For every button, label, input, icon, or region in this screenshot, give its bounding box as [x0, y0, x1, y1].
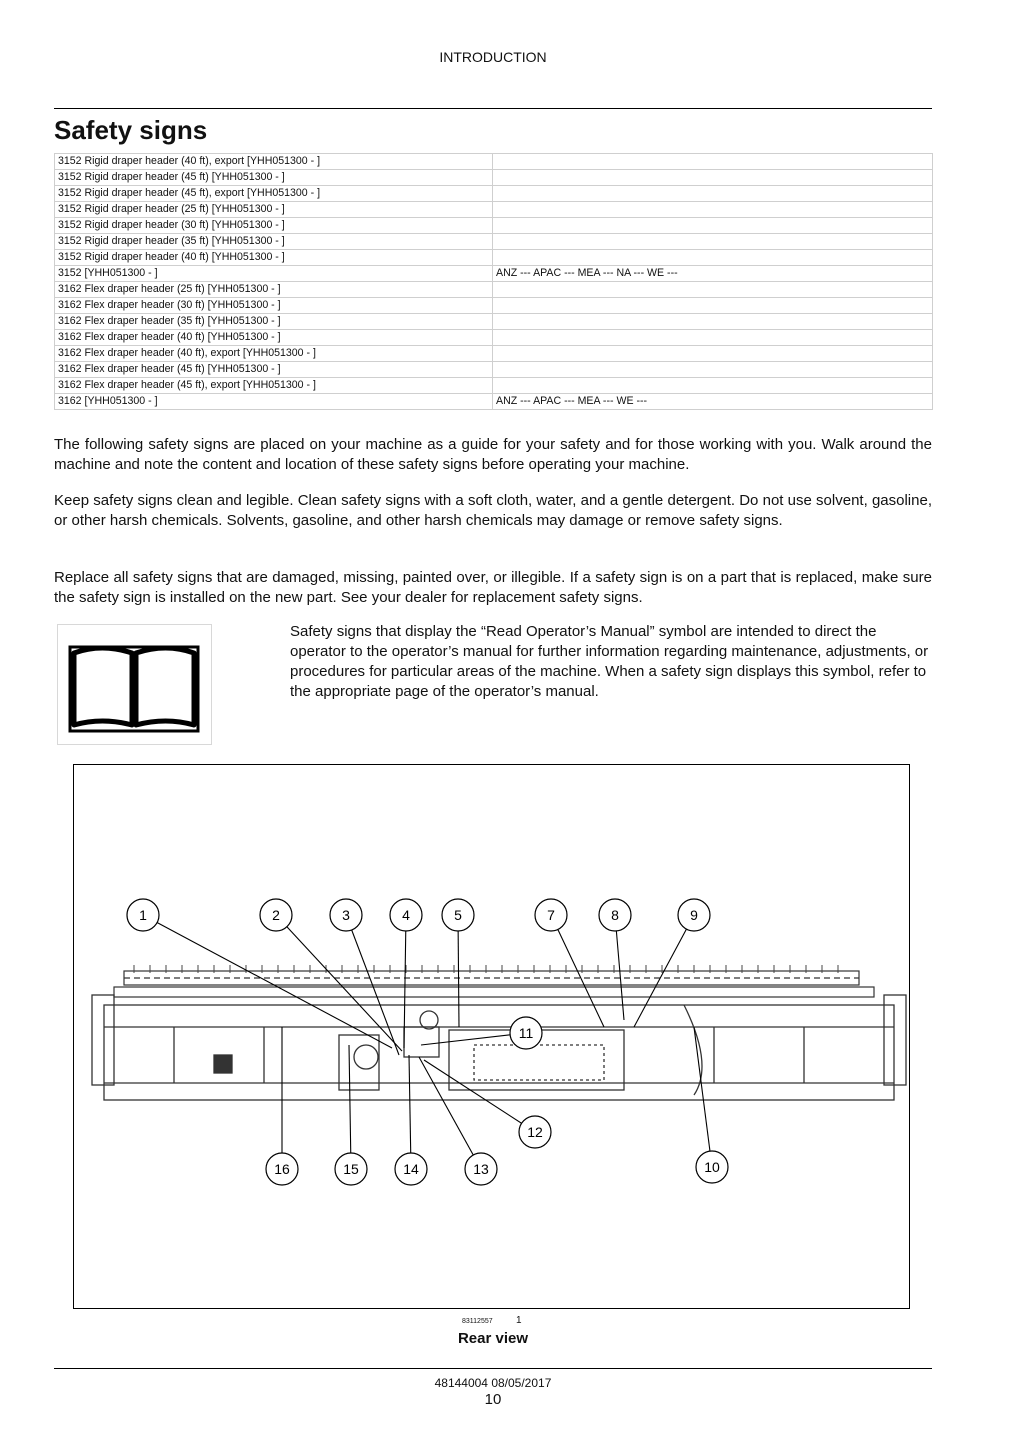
page-title: Safety signs [54, 115, 208, 145]
callout-leader [409, 1055, 411, 1169]
model-name: 3152 Rigid draper header (35 ft) [YHH051300 - ] [55, 234, 493, 250]
model-row [55, 266, 933, 282]
header-rear-view-illustration [74, 765, 908, 1307]
model-name: 3162 Flex draper header (40 ft) [YHH051300 - ] [55, 330, 493, 346]
model-name: 3162 Flex draper header (35 ft) [YHH051300 - ] [55, 314, 493, 330]
svg-text:10: 10 [704, 1159, 720, 1175]
callout-leader [404, 915, 406, 1048]
callout-3 [330, 899, 362, 931]
model-name: 3152 Rigid draper header (40 ft), export [YHH051300 - ] [55, 154, 493, 170]
model-region [493, 362, 933, 378]
model-row [55, 170, 933, 186]
model-name: 3162 Flex draper header (30 ft) [YHH051300 - ] [55, 298, 493, 314]
model-row [55, 250, 933, 266]
model-row [55, 362, 933, 378]
callout-7 [535, 899, 567, 931]
model-row [55, 282, 933, 298]
callout-9 [678, 899, 710, 931]
manual-symbol-note: Safety signs that display the “Read Operator’s Manual” symbol are intended to direct the operator to the operator’s manual for further information regarding maintenance, adjustments, or procedures for particular areas of the machine. When a safety sign displays this symbol, refer to the appropriate page of the operator’s manual. [290, 623, 929, 700]
model-region [493, 154, 933, 170]
callout-16 [266, 1153, 298, 1185]
rear-view-figure [73, 764, 910, 1309]
callout-12 [519, 1116, 551, 1148]
callout-leader [349, 1045, 351, 1169]
callout-leader [458, 915, 459, 1027]
open-book-icon [58, 625, 211, 744]
reel-assembly [114, 971, 874, 997]
read-manual-symbol [57, 624, 212, 745]
model-region [493, 314, 933, 330]
model-region [493, 218, 933, 234]
model-name: 3152 [YHH051300 - ] [55, 266, 493, 282]
model-name: 3162 Flex draper header (40 ft), export [YHH051300 - ] [55, 346, 493, 362]
model-region [493, 250, 933, 266]
model-region [493, 170, 933, 186]
svg-text:16: 16 [274, 1161, 290, 1177]
model-row [55, 330, 933, 346]
replacement-paragraph: Replace all safety signs that are damaged, missing, painted over, or illegible. If a safety sign is on a part that is replaced, make sure the safety sign is installed on the new part. See your dealer for replacement safety signs. [54, 569, 932, 606]
model-region [493, 298, 933, 314]
model-name: 3152 Rigid draper header (40 ft) [YHH051300 - ] [55, 250, 493, 266]
model-region [493, 186, 933, 202]
svg-text:12: 12 [527, 1124, 543, 1140]
model-name: 3152 Rigid draper header (45 ft), export [YHH051300 - ] [55, 186, 493, 202]
callout-2 [260, 899, 292, 931]
model-row [55, 218, 933, 234]
callout-leader [276, 915, 402, 1051]
bottom-rule [54, 1368, 932, 1369]
model-row [55, 234, 933, 250]
model-row [55, 186, 933, 202]
model-row [55, 346, 933, 362]
top-rule [54, 108, 932, 109]
model-name: 3162 Flex draper header (25 ft) [YHH051300 - ] [55, 282, 493, 298]
model-applicability-table [54, 153, 933, 410]
callout-8 [599, 899, 631, 931]
callout-leader [143, 915, 392, 1048]
callout-1 [127, 899, 159, 931]
model-row [55, 298, 933, 314]
model-row [55, 394, 933, 410]
model-name: 3152 Rigid draper header (45 ft) [YHH051300 - ] [55, 170, 493, 186]
svg-text:2: 2 [272, 907, 280, 923]
cleaning-paragraph: Keep safety signs clean and legible. Clean safety signs with a soft cloth, water, and a gentle detergent. Do not use solvent, gasoline, or other harsh chemicals. Solvents, gasoline, and other harsh chemicals may damage or remove safety signs. [54, 492, 932, 529]
callout-5 [442, 899, 474, 931]
svg-text:14: 14 [403, 1161, 419, 1177]
callout-leader [419, 1057, 481, 1169]
page-number: 10 [484, 1391, 502, 1408]
header-frame [92, 995, 906, 1100]
svg-text:13: 13 [473, 1161, 489, 1177]
model-region [493, 346, 933, 362]
figure-code: 83112557 [462, 1318, 493, 1325]
model-region: ANZ --- APAC --- MEA --- NA --- WE --- [493, 266, 933, 282]
model-region [493, 378, 933, 394]
model-name: 3162 Flex draper header (45 ft) [YHH051300 - ] [55, 362, 493, 378]
model-region [493, 202, 933, 218]
model-row [55, 378, 933, 394]
model-name: 3162 Flex draper header (45 ft), export [YHH051300 - ] [55, 378, 493, 394]
svg-text:7: 7 [547, 907, 555, 923]
model-row [55, 154, 933, 170]
svg-text:4: 4 [402, 907, 410, 923]
svg-text:3: 3 [342, 907, 350, 923]
model-region [493, 330, 933, 346]
model-region: ANZ --- APAC --- MEA --- WE --- [493, 394, 933, 410]
svg-text:11: 11 [518, 1025, 534, 1041]
model-row [55, 314, 933, 330]
running-header: INTRODUCTION [439, 49, 547, 65]
svg-text:9: 9 [690, 907, 698, 923]
figure-caption: Rear view [457, 1330, 529, 1347]
callout-bubbles [127, 899, 728, 1185]
document-number: 48144004 08/05/2017 [434, 1376, 552, 1390]
model-name: 3162 [YHH051300 - ] [55, 394, 493, 410]
intro-paragraph: The following safety signs are placed on your machine as a guide for your safety and for those working with you. Walk around the machine and note the content and location of these safety signs before operating your machine. [54, 436, 932, 473]
svg-text:8: 8 [611, 907, 619, 923]
svg-text:5: 5 [454, 907, 462, 923]
callout-4 [390, 899, 422, 931]
callout-leaders [143, 915, 712, 1169]
callout-14 [395, 1153, 427, 1185]
model-region [493, 282, 933, 298]
model-name: 3152 Rigid draper header (25 ft) [YHH051300 - ] [55, 202, 493, 218]
callout-13 [465, 1153, 497, 1185]
model-name: 3152 Rigid draper header (30 ft) [YHH051300 - ] [55, 218, 493, 234]
model-region [493, 234, 933, 250]
figure-number: 1 [516, 1315, 522, 1326]
model-row [55, 202, 933, 218]
svg-text:15: 15 [343, 1161, 359, 1177]
callout-10 [696, 1151, 728, 1183]
svg-text:1: 1 [139, 907, 147, 923]
callout-15 [335, 1153, 367, 1185]
callout-leader [694, 1027, 712, 1167]
callout-11 [510, 1017, 542, 1049]
